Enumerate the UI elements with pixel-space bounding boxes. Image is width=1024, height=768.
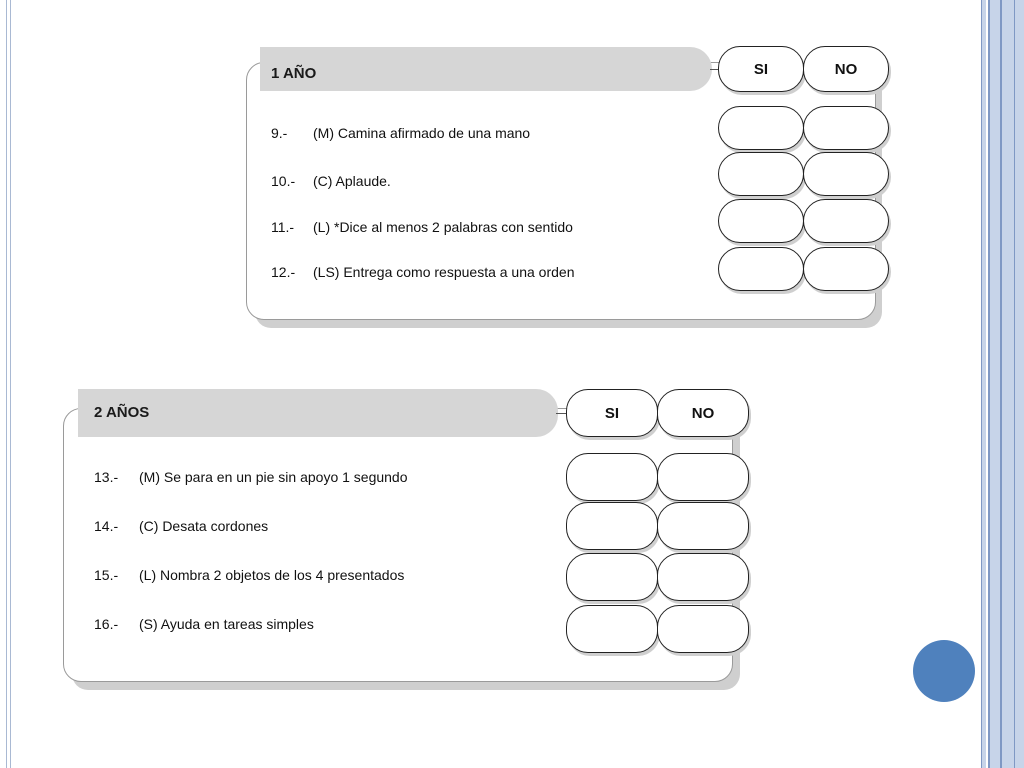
column-header-no: NO bbox=[803, 46, 889, 92]
item-number: 11.- bbox=[271, 219, 295, 235]
item-text: (S) Ayuda en tareas simples bbox=[139, 616, 314, 632]
item-number: 15.- bbox=[94, 567, 119, 583]
item-number: 16.- bbox=[94, 616, 119, 632]
answer-no-checkbox[interactable] bbox=[803, 247, 889, 291]
item-text: (M) Camina afirmado de una mano bbox=[313, 125, 531, 141]
section-header-bar bbox=[78, 389, 558, 437]
item-number: 14.- bbox=[94, 518, 119, 534]
item-number: 13.- bbox=[94, 469, 119, 485]
answer-no-checkbox[interactable] bbox=[657, 502, 749, 550]
item-text: (C) Aplaude. bbox=[313, 173, 391, 189]
item-number: 12.- bbox=[271, 264, 296, 280]
section-title: 2 AÑOS bbox=[94, 404, 150, 421]
answer-si-checkbox[interactable] bbox=[718, 199, 804, 243]
section-header-bar bbox=[260, 47, 712, 91]
item-text: (C) Desata cordones bbox=[139, 518, 269, 534]
item-text: (L) Nombra 2 objetos de los 4 presentados bbox=[139, 567, 405, 583]
answer-si-checkbox[interactable] bbox=[718, 247, 804, 291]
answer-no-checkbox[interactable] bbox=[803, 106, 889, 150]
item-text: (M) Se para en un pie sin apoyo 1 segundo bbox=[139, 469, 408, 485]
slide-right-border bbox=[978, 0, 1024, 768]
answer-si-checkbox[interactable] bbox=[718, 106, 804, 150]
answer-si-checkbox[interactable] bbox=[566, 502, 658, 550]
section-title: 1 AÑO bbox=[271, 65, 317, 82]
answer-si-checkbox[interactable] bbox=[566, 453, 658, 501]
item-text: (L) *Dice al menos 2 palabras con sentido bbox=[313, 219, 573, 235]
answer-no-checkbox[interactable] bbox=[657, 553, 749, 601]
column-header-si: SI bbox=[566, 389, 658, 437]
item-text: (LS) Entrega como respuesta a una orden bbox=[313, 264, 575, 280]
item-number: 9.- bbox=[271, 125, 288, 141]
slide-left-border-inner bbox=[10, 0, 11, 768]
answer-si-checkbox[interactable] bbox=[566, 553, 658, 601]
answer-no-checkbox[interactable] bbox=[657, 605, 749, 653]
answer-si-checkbox[interactable] bbox=[566, 605, 658, 653]
column-header-si: SI bbox=[718, 46, 804, 92]
item-number: 10.- bbox=[271, 173, 296, 189]
column-header-no: NO bbox=[657, 389, 749, 437]
answer-no-checkbox[interactable] bbox=[657, 453, 749, 501]
slide-left-border bbox=[6, 0, 7, 768]
decorative-circle bbox=[913, 640, 975, 702]
answer-no-checkbox[interactable] bbox=[803, 199, 889, 243]
answer-no-checkbox[interactable] bbox=[803, 152, 889, 196]
answer-si-checkbox[interactable] bbox=[718, 152, 804, 196]
